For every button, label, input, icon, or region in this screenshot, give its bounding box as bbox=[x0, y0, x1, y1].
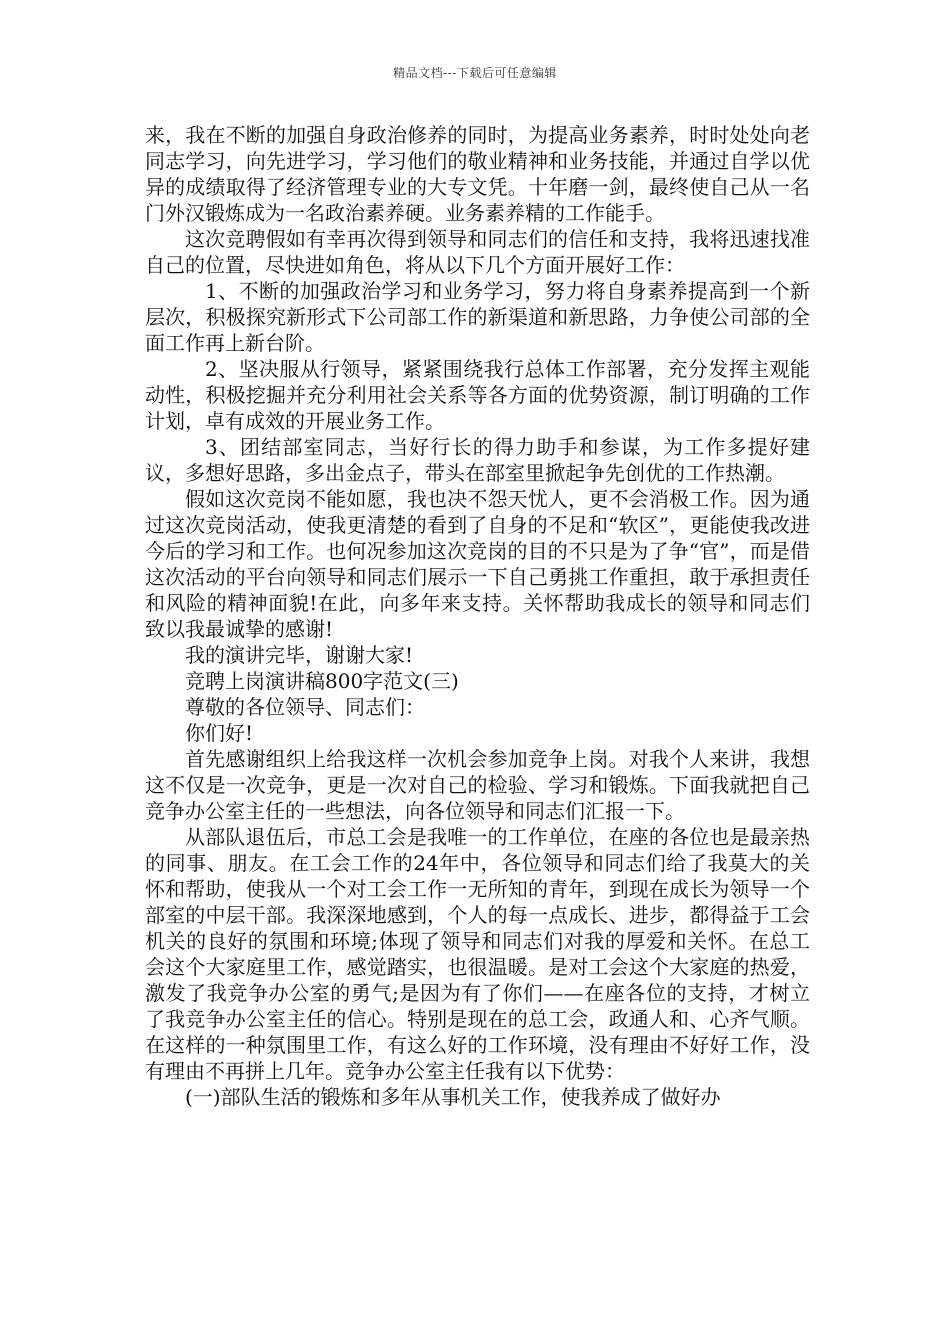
greeting: 你们好! bbox=[185, 721, 254, 745]
paragraph: 假如这次竞岗不能如愿，我也决不怨天忧人，更不会消极工作。因为通过这次竞岗活动，使我更清楚的看到了自身的不足和“软区”，更能使我改进今后的学习和工作。也何况参加这次竞岗的目的不只是为了争“官”，而是借这次活动的平台向领导和同志们展示一下自己勇挑工作重担，敢于承担责任和风险的精神面貌!在此，向多年来支持。关怀帮助我成长的领导和同志们致以我最诚挚的感谢! bbox=[145, 487, 810, 641]
paragraph: 这次竞聘假如有幸再次得到领导和同志们的信任和支持，我将迅速找准自己的位置，尽快进如角色，将从以下几个方面开展好工作： bbox=[145, 227, 810, 277]
section-title: 竞聘上岗演讲稿800字范文(三) bbox=[185, 669, 459, 693]
page-header: 精品文档---下载后可任意编辑 bbox=[393, 66, 557, 80]
paragraph: 来，我在不断的加强自身政治修养的同时，为提高业务素养，时时处处向老同志学习，向先进学习，学习他们的敬业精神和业务技能，并通过自学以优异的成绩取得了经济管理专业的大专文凭。十年磨一剑，最终使自己从一名门外汉锻炼成为一名政治素养硬。业务素养精的工作能手。 bbox=[145, 123, 810, 225]
list-paragraph: 2、坚决服从行领导，紧紧围绕我行总体工作部署，充分发挥主观能动性，积极挖掘并充分利用社会关系等各方面的优势资源，制订明确的工作计划，卓有成效的开展业务工作。 bbox=[145, 357, 810, 433]
list-paragraph: 1、不断的加强政治学习和业务学习，努力将自身素养提高到一个新层次，积极探究新形式下公司部工作的新渠道和新思路，力争使公司部的全面工作再上新台阶。 bbox=[145, 279, 810, 355]
paragraph: 首先感谢组织上给我这样一次机会参加竞争上岗。对我个人来讲，我想这不仅是一次竞争，更是一次对自己的检验、学习和锻炼。下面我就把自己竞争办公室主任的一些想法，向各位领导和同志们汇报一下。 bbox=[145, 747, 810, 823]
paragraph: (一)部队生活的锻炼和多年从事机关工作，使我养成了做好办 bbox=[185, 1085, 721, 1109]
closing-line: 我的演讲完毕，谢谢大家! bbox=[185, 643, 414, 667]
list-paragraph: 3、团结部室同志，当好行长的得力助手和参谋，为工作多提好建议，多想好思路，多出金点子，带头在部室里掀起争先创优的工作热潮。 bbox=[145, 435, 810, 485]
paragraph: 从部队退伍后，市总工会是我唯一的工作单位，在座的各位也是最亲热的同事、朋友。在工会工作的24年中，各位领导和同志们给了我莫大的关怀和帮助，使我从一个对工会工作一无所知的青年，到现在成长为领导一个部室的中层干部。我深深地感到，个人的每一点成长、进步，都得益于工会机关的良好的氛围和环境;体现了领导和同志们对我的厚爱和关怀。在总工会这个大家庭里工作，感觉踏实，也很温暖。是对工会这个大家庭的热爱，激发了我竞争办公室的勇气;是因为有了你们——在座各位的支持，才树立了我竞争办公室主任的信心。特别是现在的总工会，政通人和、心齐气顺。在这样的一种氛围里工作，有这么好的工作环境，没有理由不好好工作，没有理由不再拼上几年。竞争办公室主任我有以下优势： bbox=[145, 825, 810, 1083]
salutation: 尊敬的各位领导、同志们： bbox=[185, 695, 425, 719]
document-body bbox=[145, 122, 810, 1110]
